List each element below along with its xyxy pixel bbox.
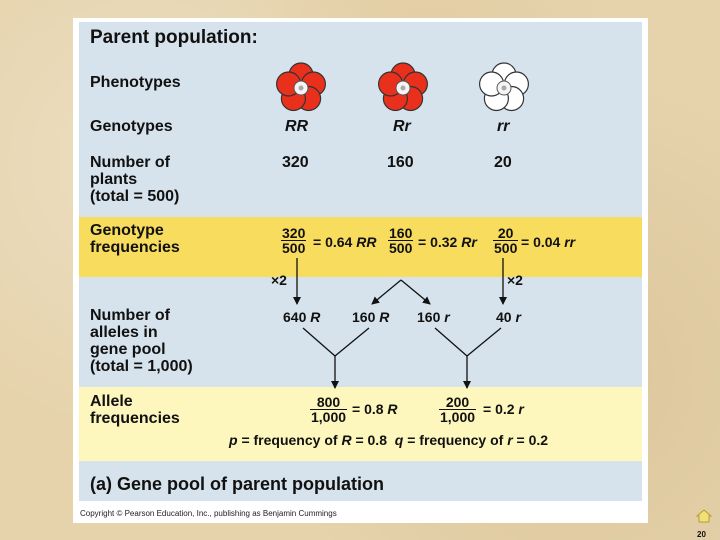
allele-freq-result-r-dominant: = 0.8 R: [352, 401, 398, 417]
page-number: 20: [697, 530, 706, 539]
multiplier-left: ×2: [271, 272, 287, 288]
fraction-denominator: 500: [389, 240, 413, 256]
count-rr-hetero: 160: [387, 154, 414, 171]
diagram-title: Parent population:: [90, 27, 258, 48]
fraction-numerator: 800: [310, 395, 347, 410]
pq-frequency-line: p = frequency of R = 0.8 q = frequency of r = 0.2: [229, 432, 549, 448]
genotype-rr-dominant: RR: [285, 118, 309, 135]
flow-arrows: [73, 18, 648, 523]
genotype-rr-hetero: Rr: [393, 118, 411, 135]
phenotypes-label: Phenotypes: [90, 74, 181, 91]
allele-freq-result-r-recessive: = 0.2 r: [483, 401, 524, 417]
figure-panel: [73, 18, 648, 523]
fraction-denominator: 1,000: [311, 409, 347, 425]
genotype-freq-label-line2: frequencies: [90, 239, 180, 256]
plants-label-line1: Number of: [90, 154, 170, 171]
genotype-freq-result-rr-hetero: = 0.32 Rr: [418, 234, 477, 250]
genotype-rr-recessive: rr: [497, 118, 510, 135]
arrow-rr-split-right: [401, 280, 430, 304]
copyright-notice: Copyright © Pearson Education, Inc., publishing as Benjamin Cummings: [80, 509, 337, 518]
plants-label-line2: plants: [90, 171, 138, 188]
figure-caption: (a) Gene pool of parent population: [90, 474, 384, 494]
genotype-freq-result-rr-recessive: = 0.04 rr: [521, 234, 576, 250]
arrow-rr-split-left: [372, 280, 401, 304]
fraction-numerator: 160: [389, 225, 413, 241]
allele-count-1: 640 R: [283, 309, 321, 325]
multiplier-right: ×2: [507, 272, 523, 288]
converge-left-a: [303, 328, 335, 356]
fraction-denominator: 1,000: [440, 409, 476, 425]
allele-count-3: 160 r: [417, 309, 450, 325]
fraction-numerator: 200: [439, 395, 476, 410]
plants-label-line3: (total = 500): [90, 188, 180, 205]
converge-left-b: [335, 328, 369, 356]
allele-count-2: 160 R: [352, 309, 390, 325]
count-rr-recessive: 20: [494, 154, 512, 171]
fraction-numerator: 320: [282, 225, 306, 241]
count-rr-dominant: 320: [282, 154, 309, 171]
converge-right-b: [467, 328, 501, 356]
alleles-label-line3: gene pool: [90, 341, 166, 358]
allele-freq-label-line1: Allele: [90, 393, 133, 410]
genotype-freq-label-line1: Genotype: [90, 222, 164, 239]
alleles-label-line2: alleles in: [90, 324, 158, 341]
alleles-label-line4: (total = 1,000): [90, 358, 193, 375]
allele-count-4: 40 r: [496, 309, 521, 325]
fraction-denominator: 500: [282, 240, 306, 256]
allele-freq-label-line2: frequencies: [90, 410, 180, 427]
home-icon[interactable]: [696, 509, 712, 523]
fraction-numerator: 20: [493, 226, 518, 241]
converge-right-a: [435, 328, 467, 356]
fraction-denominator: 500: [494, 240, 518, 256]
genotype-freq-result-rr: = 0.64 RR: [313, 234, 377, 250]
genotypes-label: Genotypes: [90, 118, 173, 135]
alleles-label-line1: Number of: [90, 307, 170, 324]
